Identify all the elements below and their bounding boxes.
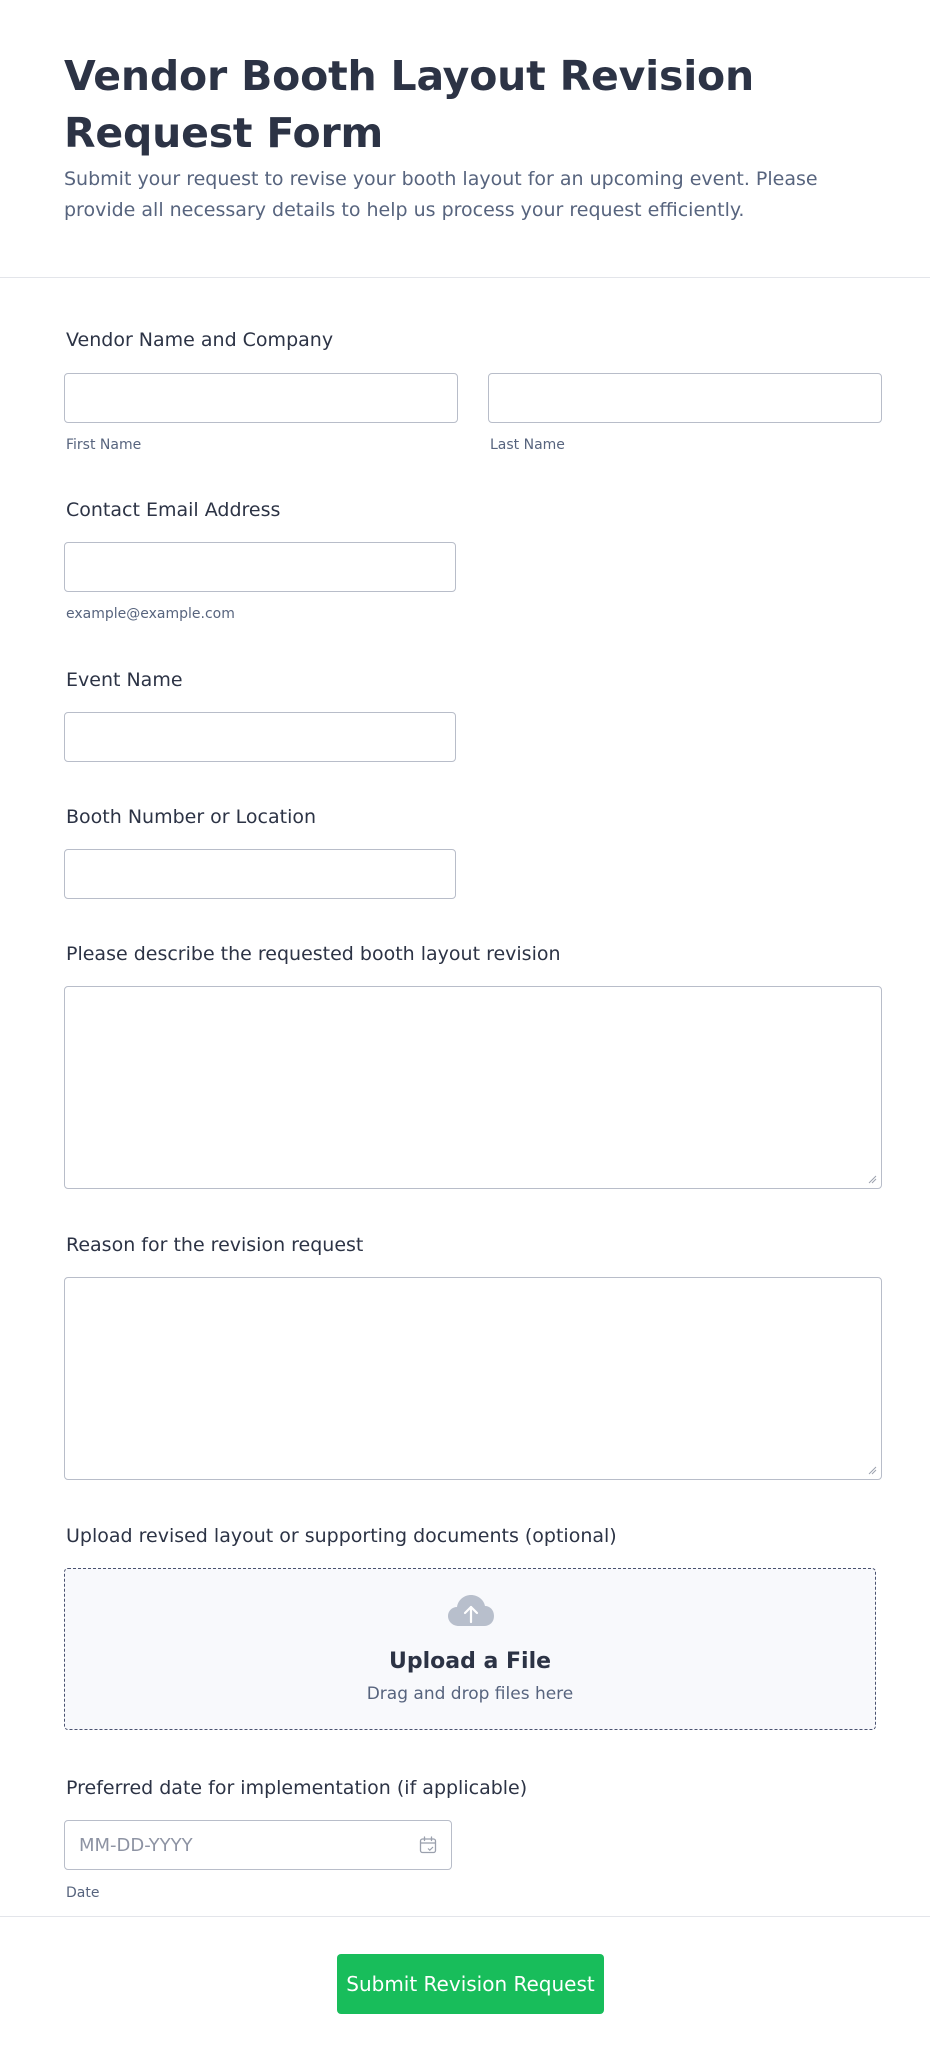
resize-grip-icon[interactable] (867, 1465, 877, 1475)
upload-label: Upload revised layout or supporting documents (optional) (66, 1525, 617, 1547)
last-name-sublabel: Last Name (490, 437, 565, 453)
form-footer (0, 1916, 930, 2064)
submit-button[interactable]: Submit Revision Request (337, 1954, 604, 2014)
reason-textarea[interactable] (64, 1277, 882, 1480)
page-subtitle: Submit your request to revise your booth layout for an upcoming event. Please provide all necessary details to help us process your request efficiently. (64, 168, 818, 221)
description-label: Please describe the requested booth layout revision (66, 943, 561, 965)
event-name-label: Event Name (66, 669, 183, 691)
file-upload-dropzone[interactable] (64, 1568, 876, 1730)
email-sublabel: example@example.com (66, 606, 235, 622)
cloud-upload-icon (447, 1594, 495, 1630)
date-field[interactable] (64, 1820, 452, 1870)
upload-subtitle: Drag and drop files here (366, 1684, 574, 1704)
email-field[interactable] (64, 542, 456, 592)
description-textarea[interactable] (64, 986, 882, 1189)
event-name-input[interactable] (64, 712, 456, 762)
booth-location-input[interactable] (64, 849, 456, 899)
calendar-icon[interactable] (419, 1836, 437, 1854)
first-name-sublabel: First Name (66, 437, 142, 453)
form-header (0, 0, 930, 278)
first-name-input[interactable] (64, 373, 458, 423)
reason-label: Reason for the revision request (66, 1234, 364, 1256)
booth-location-label: Booth Number or Location (66, 806, 317, 828)
vendor-name-label: Vendor Name and Company (66, 329, 334, 351)
date-placeholder: MM-DD-YYYY (79, 1835, 193, 1856)
last-name-input[interactable] (488, 373, 882, 423)
upload-title: Upload a File (388, 1649, 552, 1674)
email-label: Contact Email Address (66, 499, 281, 521)
resize-grip-icon[interactable] (867, 1174, 877, 1184)
date-label: Preferred date for implementation (if applicable) (66, 1777, 528, 1799)
date-sublabel: Date (66, 1885, 100, 1901)
page-title: Vendor Booth Layout Revision Request Form (64, 52, 754, 157)
